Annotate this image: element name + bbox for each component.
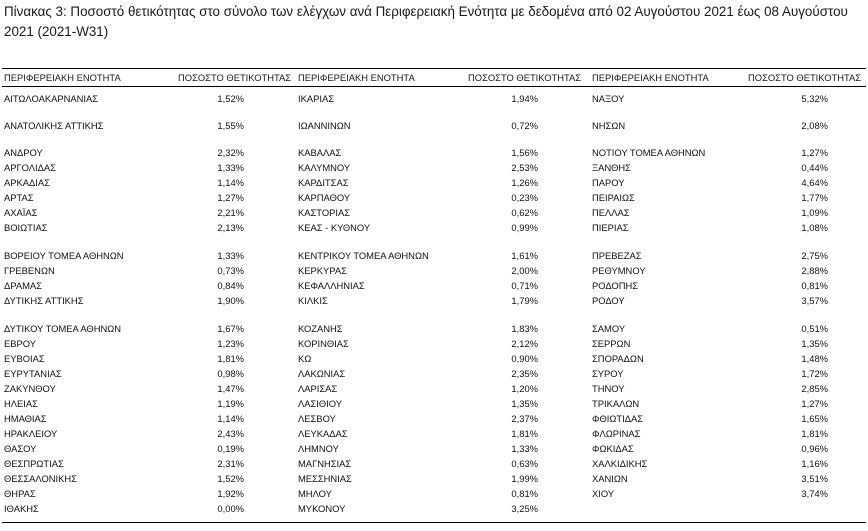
positivity-value: 2,53% [511,162,538,173]
positivity-value: 0,72% [511,120,538,131]
region-name: ΙΘΑΚΗΣ [4,503,39,514]
region-name: ΡΟΔΟΥ [592,295,625,306]
positivity-value: 1,08% [801,222,828,233]
positivity-value: 2,32% [217,147,244,158]
positivity-value: 1,16% [801,458,828,469]
positivity-value: 5,32% [801,93,828,104]
positivity-value: 2,88% [801,265,828,276]
positivity-value: 0,73% [217,265,244,276]
region-name: ΦΩΚΙΔΑΣ [592,443,634,454]
region-name: ΑΧΑΪΑΣ [4,207,38,218]
positivity-value: 0,62% [511,207,538,218]
region-name: ΗΜΑΘΙΑΣ [4,413,47,424]
region-name: ΠΕΛΛΑΣ [592,207,630,218]
region-name: ΚΑΡΠΑΘΟΥ [298,192,351,203]
region-name: ΙΩΑΝΝΙΝΩΝ [298,120,351,131]
region-name: ΚΟΖΑΝΗΣ [298,323,343,334]
region-name: ΚΩ [298,353,312,364]
positivity-value: 0,19% [217,443,244,454]
positivity-value: 1,81% [801,428,828,439]
positivity-value: 1,77% [801,192,828,203]
region-name: ΡΟΔΟΠΗΣ [592,280,639,291]
region-name: ΜΑΓΝΗΣΙΑΣ [298,458,352,469]
region-name: ΒΟΡΕΙΟΥ ΤΟΜΕΑ ΑΘΗΝΩΝ [4,250,124,261]
region-name: ΛΑΣΙΘΙΟΥ [298,398,343,409]
positivity-value: 1,27% [801,147,828,158]
region-name: ΦΛΩΡΙΝΑΣ [592,428,641,439]
positivity-value: 3,51% [801,473,828,484]
positivity-value: 0,51% [801,323,828,334]
region-name: ΑΡΓΟΛΙΔΑΣ [4,162,56,173]
header-positivity-col2: ΠΟΣΟΣΤΟ ΘΕΤΙΚΟΤΗΤΑΣ [468,72,582,83]
region-name: ΔΡΑΜΑΣ [4,280,42,291]
region-name: ΠΑΡΟΥ [592,177,625,188]
region-name: ΣΕΡΡΩΝ [592,338,631,349]
region-name: ΒΟΙΩΤΙΑΣ [4,222,48,233]
positivity-value: 1,35% [801,338,828,349]
positivity-value: 2,00% [511,265,538,276]
region-name: ΧΙΟΥ [592,488,615,499]
region-name: ΚΕΡΚΥΡΑΣ [298,265,347,276]
positivity-value: 1,99% [511,473,538,484]
region-name: ΤΗΝΟΥ [592,383,625,394]
region-name: ΛΕΣΒΟΥ [298,413,336,424]
region-name: ΣΥΡΟΥ [592,368,624,379]
region-name: ΔΥΤΙΚΗΣ ΑΤΤΙΚΗΣ [4,295,84,306]
positivity-value: 2,21% [217,207,244,218]
header-positivity-col3: ΠΟΣΟΣΤΟ ΘΕΤΙΚΟΤΗΤΑΣ [748,72,862,83]
region-name: ΑΡΚΑΔΙΑΣ [4,177,50,188]
region-name: ΠΕΙΡΑΙΩΣ [592,192,635,203]
region-name: ΛΗΜΝΟΥ [298,443,339,454]
positivity-value: 1,61% [511,250,538,261]
region-name: ΚΙΛΚΙΣ [298,295,328,306]
positivity-value: 1,20% [511,383,538,394]
region-name: ΛΑΡΙΣΑΣ [298,383,338,394]
region-name: ΙΚΑΡΙΑΣ [298,93,335,104]
region-name: ΡΕΘΥΜΝΟΥ [592,265,646,276]
positivity-value: 2,12% [511,338,538,349]
positivity-value: 1,35% [511,398,538,409]
positivity-value: 1,72% [801,368,828,379]
region-name: ΠΙΕΡΙΑΣ [592,222,629,233]
positivity-value: 1,14% [217,177,244,188]
region-name: ΘΗΡΑΣ [4,488,36,499]
positivity-value: 1,47% [217,383,244,394]
positivity-value: 1,83% [511,323,538,334]
region-name: ΜΕΣΣΗΝΙΑΣ [298,473,352,484]
positivity-value: 0,99% [511,222,538,233]
region-name: ΘΑΣΟΥ [4,443,37,454]
region-name: ΔΥΤΙΚΟΥ ΤΟΜΕΑ ΑΘΗΝΩΝ [4,323,122,334]
header-rule [2,86,866,87]
region-name: ΝΟΤΙΟΥ ΤΟΜΕΑ ΑΘΗΝΩΝ [592,147,706,158]
positivity-value: 0,63% [511,458,538,469]
region-name: ΚΕΦΑΛΛΗΝΙΑΣ [298,280,365,291]
positivity-value: 1,26% [511,177,538,188]
positivity-value: 1,92% [217,488,244,499]
header-region-col1: ΠΕΡΙΦΕΡΕΙΑΚΗ ΕΝΟΤΗΤΑ [4,72,121,83]
positivity-value: 0,98% [217,368,244,379]
positivity-value: 2,31% [217,458,244,469]
region-name: ΑΝΑΤΟΛΙΚΗΣ ΑΤΤΙΚΗΣ [4,120,104,131]
region-name: ΝΑΞΟΥ [592,93,625,104]
region-name: ΛΕΥΚΑΔΑΣ [298,428,348,439]
region-name: ΣΑΜΟΥ [592,323,626,334]
region-name: ΜΗΛΟΥ [298,488,332,499]
positivity-value: 3,57% [801,295,828,306]
positivity-value: 1,56% [511,147,538,158]
positivity-value: 1,33% [217,162,244,173]
region-name: ΝΗΣΩΝ [592,120,626,131]
positivity-value: 1,48% [801,353,828,364]
positivity-value: 0,00% [217,503,244,514]
positivity-value: 1,52% [217,473,244,484]
positivity-value: 0,81% [511,488,538,499]
positivity-value: 1,79% [511,295,538,306]
positivity-value: 1,90% [217,295,244,306]
region-name: ΖΑΚΥΝΘΟΥ [4,383,56,394]
region-name: ΗΛΕΙΑΣ [4,398,38,409]
positivity-value: 1,65% [801,413,828,424]
positivity-value: 3,25% [511,503,538,514]
positivity-value: 4,64% [801,177,828,188]
header-region-col3: ΠΕΡΙΦΕΡΕΙΑΚΗ ΕΝΟΤΗΤΑ [592,72,709,83]
region-name: ΕΥΒΟΙΑΣ [4,353,45,364]
positivity-value: 1,19% [217,398,244,409]
region-name: ΚΑΣΤΟΡΙΑΣ [298,207,351,218]
positivity-value: 1,52% [217,93,244,104]
positivity-value: 3,74% [801,488,828,499]
region-name: ΞΑΝΘΗΣ [592,162,631,173]
table-top-rule [2,68,866,69]
positivity-value: 2,37% [511,413,538,424]
region-name: ΚΑΒΑΛΑΣ [298,147,342,158]
header-positivity-col1: ΠΟΣΟΣΤΟ ΘΕΤΙΚΟΤΗΤΑΣ [178,72,292,83]
positivity-value: 2,08% [801,120,828,131]
region-name: ΚΕΑΣ - ΚΥΘΝΟΥ [298,222,371,233]
region-name: ΛΑΚΩΝΙΑΣ [298,368,346,379]
region-name: ΦΘΙΩΤΙΔΑΣ [592,413,644,424]
region-name: ΣΠΟΡΑΔΩΝ [592,353,644,364]
positivity-value: 1,94% [511,93,538,104]
region-name: ΗΡΑΚΛΕΙΟΥ [4,428,58,439]
positivity-value: 0,81% [801,280,828,291]
positivity-value: 0,90% [511,353,538,364]
region-name: ΚΑΛΥΜΝΟΥ [298,162,351,173]
region-name: ΚΕΝΤΡΙΚΟΥ ΤΟΜΕΑ ΑΘΗΝΩΝ [298,250,429,261]
region-name: ΘΕΣΠΡΩΤΙΑΣ [4,458,64,469]
positivity-value: 1,55% [217,120,244,131]
positivity-value: 1,67% [217,323,244,334]
region-name: ΑΝΔΡΟΥ [4,147,43,158]
positivity-value: 1,23% [217,338,244,349]
region-name: ΑΡΤΑΣ [4,192,34,203]
positivity-value: 0,96% [801,443,828,454]
positivity-value: 2,13% [217,222,244,233]
positivity-value: 1,27% [801,398,828,409]
region-name: ΑΙΤΩΛΟΑΚΑΡΝΑΝΙΑΣ [4,93,99,104]
region-name: ΚΑΡΔΙΤΣΑΣ [298,177,349,188]
table-bottom-rule [2,522,866,523]
positivity-value: 1,09% [801,207,828,218]
positivity-value: 1,33% [511,443,538,454]
table-title: Πίνακας 3: Ποσοστό θετικότητας στο σύνολο των ελέγχων ανά Περιφερειακή Ενότητα με δεδομένα από 02 Αυγούστου 2021 έως 08 Αυγούστου 2021 (2021-W31) [4,4,848,39]
positivity-value: 2,75% [801,250,828,261]
region-name: ΘΕΣΣΑΛΟΝΙΚΗΣ [4,473,77,484]
positivity-value: 0,84% [217,280,244,291]
region-name: ΚΟΡΙΝΘΙΑΣ [298,338,349,349]
positivity-value: 1,27% [217,192,244,203]
header-region-col2: ΠΕΡΙΦΕΡΕΙΑΚΗ ΕΝΟΤΗΤΑ [298,72,415,83]
region-name: ΧΑΛΚΙΔΙΚΗΣ [592,458,648,469]
positivity-value: 1,33% [217,250,244,261]
region-name: ΠΡΕΒΕΖΑΣ [592,250,642,261]
positivity-value: 1,81% [217,353,244,364]
region-name: ΕΒΡΟΥ [4,338,37,349]
positivity-value: 2,43% [217,428,244,439]
region-name: ΧΑΝΙΩΝ [592,473,628,484]
positivity-value: 2,35% [511,368,538,379]
region-name: ΤΡΙΚΑΛΩΝ [592,398,640,409]
region-name: ΓΡΕΒΕΝΩΝ [4,265,55,276]
positivity-value: 0,44% [801,162,828,173]
region-name: ΜΥΚΟΝΟΥ [298,503,346,514]
positivity-value: 0,71% [511,280,538,291]
positivity-value: 0,23% [511,192,538,203]
positivity-value: 1,81% [511,428,538,439]
region-name: ΕΥΡΥΤΑΝΙΑΣ [4,368,62,379]
positivity-value: 2,85% [801,383,828,394]
positivity-value: 1,14% [217,413,244,424]
